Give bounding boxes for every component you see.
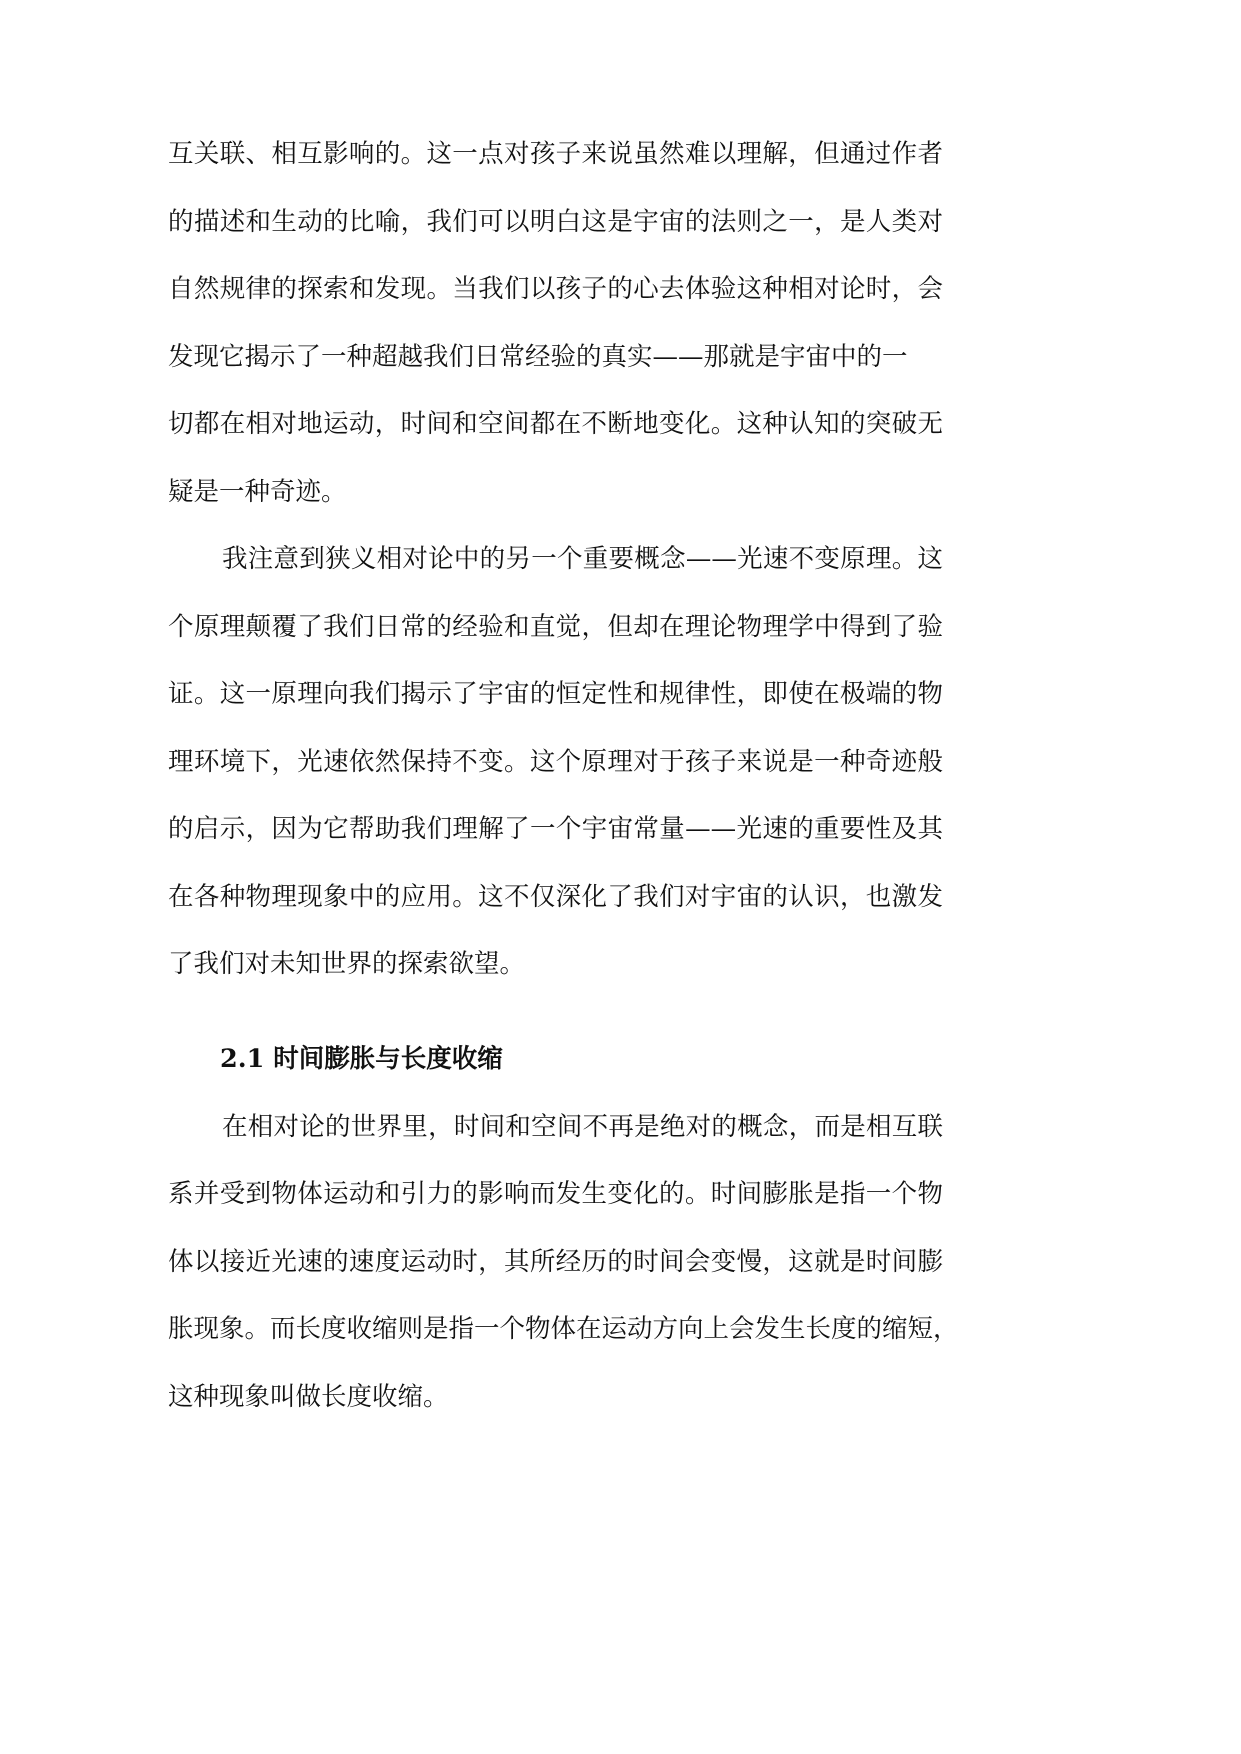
document-body	[168, 121, 959, 1431]
text-line: 互关联、相互影响的。这一点对孩子来说虽然难以理解，但通过作者	[168, 139, 943, 169]
paragraph-2	[168, 526, 943, 999]
paragraph-3	[168, 1094, 959, 1432]
text-line: 这种现象叫做长度收缩。	[168, 1381, 449, 1412]
text-line: 体以接近光速的速度运动时，其所经历的时间会变慢，这就是时间膨	[168, 1246, 943, 1277]
paragraph-1	[168, 121, 943, 526]
section-heading: 2.1 时间膨胀与长度收缩	[220, 1044, 503, 1074]
text-line: 的启示，因为它帮助我们理解了一个宇宙常量——光速的重要性及其	[168, 814, 943, 844]
text-line: 疑是一种奇迹。	[168, 476, 347, 507]
text-line: 系并受到物体运动和引力的影响而发生变化的。时间膨胀是指一个物	[168, 1179, 943, 1209]
text-line: 理环境下，光速依然保持不变。这个原理对于孩子来说是一种奇迹般	[168, 746, 943, 777]
text-line: 个原理颠覆了我们日常的经验和直觉，但却在理论物理学中得到了验	[168, 611, 943, 642]
text-line: 胀现象。而长度收缩则是指一个物体在运动方向上会发生长度的缩短，	[168, 1314, 959, 1344]
text-line: 在各种物理现象中的应用。这不仅深化了我们对宇宙的认识，也激发	[168, 881, 943, 912]
text-line: 切都在相对地运动，时间和空间都在不断地变化。这种认知的突破无	[168, 409, 943, 439]
text-line: 自然规律的探索和发现。当我们以孩子的心去体验这种相对论时，会	[168, 274, 943, 304]
text-line: 在相对论的世界里，时间和空间不再是绝对的概念，而是相互联	[222, 1111, 943, 1142]
text-line: 的描述和生动的比喻，我们可以明白这是宇宙的法则之一，是人类对	[168, 206, 943, 237]
text-line: 我注意到狭义相对论中的另一个重要概念——光速不变原理。这	[222, 544, 943, 574]
text-line: 了我们对未知世界的探索欲望。	[168, 949, 526, 979]
text-line: 发现它揭示了一种超越我们日常经验的真实——那就是宇宙中的一	[168, 341, 908, 372]
text-line: 证。这一原理向我们揭示了宇宙的恒定性和规律性，即使在极端的物	[168, 679, 943, 709]
